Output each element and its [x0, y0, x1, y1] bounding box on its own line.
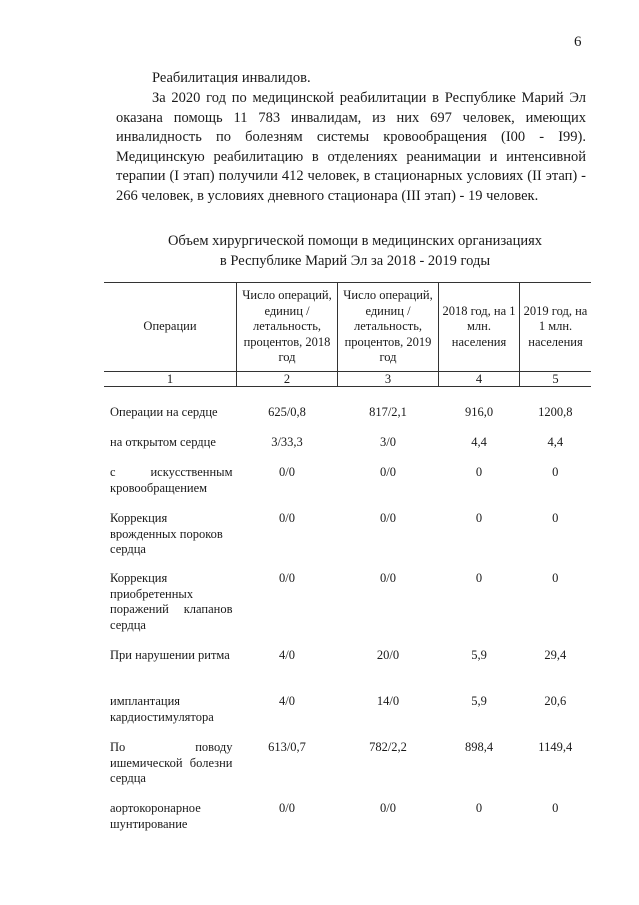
table-title-line-2: в Республике Марий Эл за 2018 - 2019 годы [219, 252, 491, 269]
table-cell: 0/0 [279, 801, 295, 815]
table-cell: 1149,4 [538, 740, 573, 754]
table-cell: 0/0 [380, 801, 396, 815]
operation-name: имплантация кардиостимулятора [110, 694, 214, 724]
table-cell: 3/33,3 [271, 435, 303, 449]
column-number: 4 [439, 372, 520, 387]
table-cell: 916,0 [464, 405, 494, 419]
table-row [104, 435, 591, 465]
operation-name: Коррекция приобретенных поражений клапанов сердца [110, 571, 233, 632]
page-number: 6 [574, 34, 582, 50]
header-2019-count: Число операций, единиц / летальность, процентов, 2019 год [338, 283, 439, 372]
operation-name: аортокоронарное шунтирование [110, 801, 201, 831]
table-cell: 4/0 [279, 648, 295, 662]
column-number: 2 [237, 372, 338, 387]
table-cell: 817/2,1 [369, 405, 407, 419]
column-number: 5 [520, 372, 592, 387]
table-cell: 0 [552, 465, 559, 479]
table-cell: 4,4 [547, 435, 564, 449]
table-cell: 0 [475, 511, 483, 525]
column-number: 3 [338, 372, 439, 387]
header-operations: Операции [104, 283, 237, 372]
header-2018-per-million: 2018 год, на 1 млн. населения [439, 283, 520, 372]
table-cell: 3/0 [380, 435, 396, 449]
table-cell: 0/0 [279, 511, 295, 525]
header-2018-count: Число операций, единиц / летальность, процентов, 2018 год [237, 283, 338, 372]
table-cell: 613/0,7 [268, 740, 306, 754]
table-row [104, 511, 591, 571]
table-row [104, 571, 591, 648]
table-cell: 20/0 [376, 648, 400, 662]
surgery-volume-table [104, 282, 591, 841]
table-cell: 0 [475, 801, 483, 815]
table-cell: 0/0 [279, 465, 295, 479]
table-cell: 0/0 [380, 571, 396, 585]
table-cell: 29,4 [544, 648, 567, 662]
section-heading: Реабилитация инвалидов. [152, 70, 311, 86]
table-cell: 0 [552, 571, 559, 585]
table-cell: 14/0 [376, 694, 400, 708]
table-cell: 0/0 [380, 465, 396, 479]
table-row [104, 648, 591, 694]
column-number: 1 [104, 372, 237, 387]
table-cell: 0 [475, 465, 483, 479]
operation-name: По поводу ишемической болезни сердца [110, 740, 233, 785]
table-row [104, 740, 591, 801]
operation-name: Коррекция врожденных пороков сердца [110, 511, 223, 556]
table-cell: 5,9 [471, 648, 487, 662]
header-2019-per-million: 2019 год, на 1 млн. населения [520, 283, 592, 372]
table-cell: 0/0 [279, 571, 295, 585]
operation-name: Операции на сердце [110, 405, 218, 419]
table-row [104, 694, 591, 740]
table-header-row [104, 283, 591, 372]
operation-name: на открытом сердце [110, 435, 216, 449]
column-number-row [104, 372, 591, 387]
table-cell: 0 [552, 511, 559, 525]
table-cell: 0 [475, 571, 483, 585]
table-row [104, 801, 591, 841]
table-cell: 0 [552, 801, 559, 815]
table-cell: 1200,8 [538, 405, 573, 419]
table-title [110, 232, 600, 271]
operation-name: При нарушении ритма [110, 648, 230, 662]
body-paragraph: За 2020 год по медицинской реабилитации в Республике Марий Эл оказана помощь 11 783 инвалидам, из них 697 человек, имеющих инвалидность по болезням системы кровообращения (I00 - I99). Медицинскую реабилитацию в отделениях реанимации и интенсивной терапии (I этап) получили 412 человек, в стационарных условиях (II этап) - 266 человек, в условиях дневного стационара (III этап) - 19 человек. [116, 90, 586, 204]
table-row [104, 465, 591, 511]
table-cell: 782/2,2 [369, 740, 407, 754]
table-row [104, 387, 591, 436]
table-cell: 4/0 [279, 694, 295, 708]
table-cell: 5,9 [471, 694, 487, 708]
table-cell: 20,6 [544, 694, 567, 708]
table-title-line-1: Объем хирургической помощи в медицинских организациях [167, 233, 543, 249]
table-cell: 898,4 [464, 740, 494, 754]
operation-name: с искусственным кровообращением [110, 465, 233, 495]
table-cell: 0/0 [380, 511, 396, 525]
table-cell: 4,4 [471, 435, 487, 449]
table-cell: 625/0,8 [268, 405, 306, 419]
